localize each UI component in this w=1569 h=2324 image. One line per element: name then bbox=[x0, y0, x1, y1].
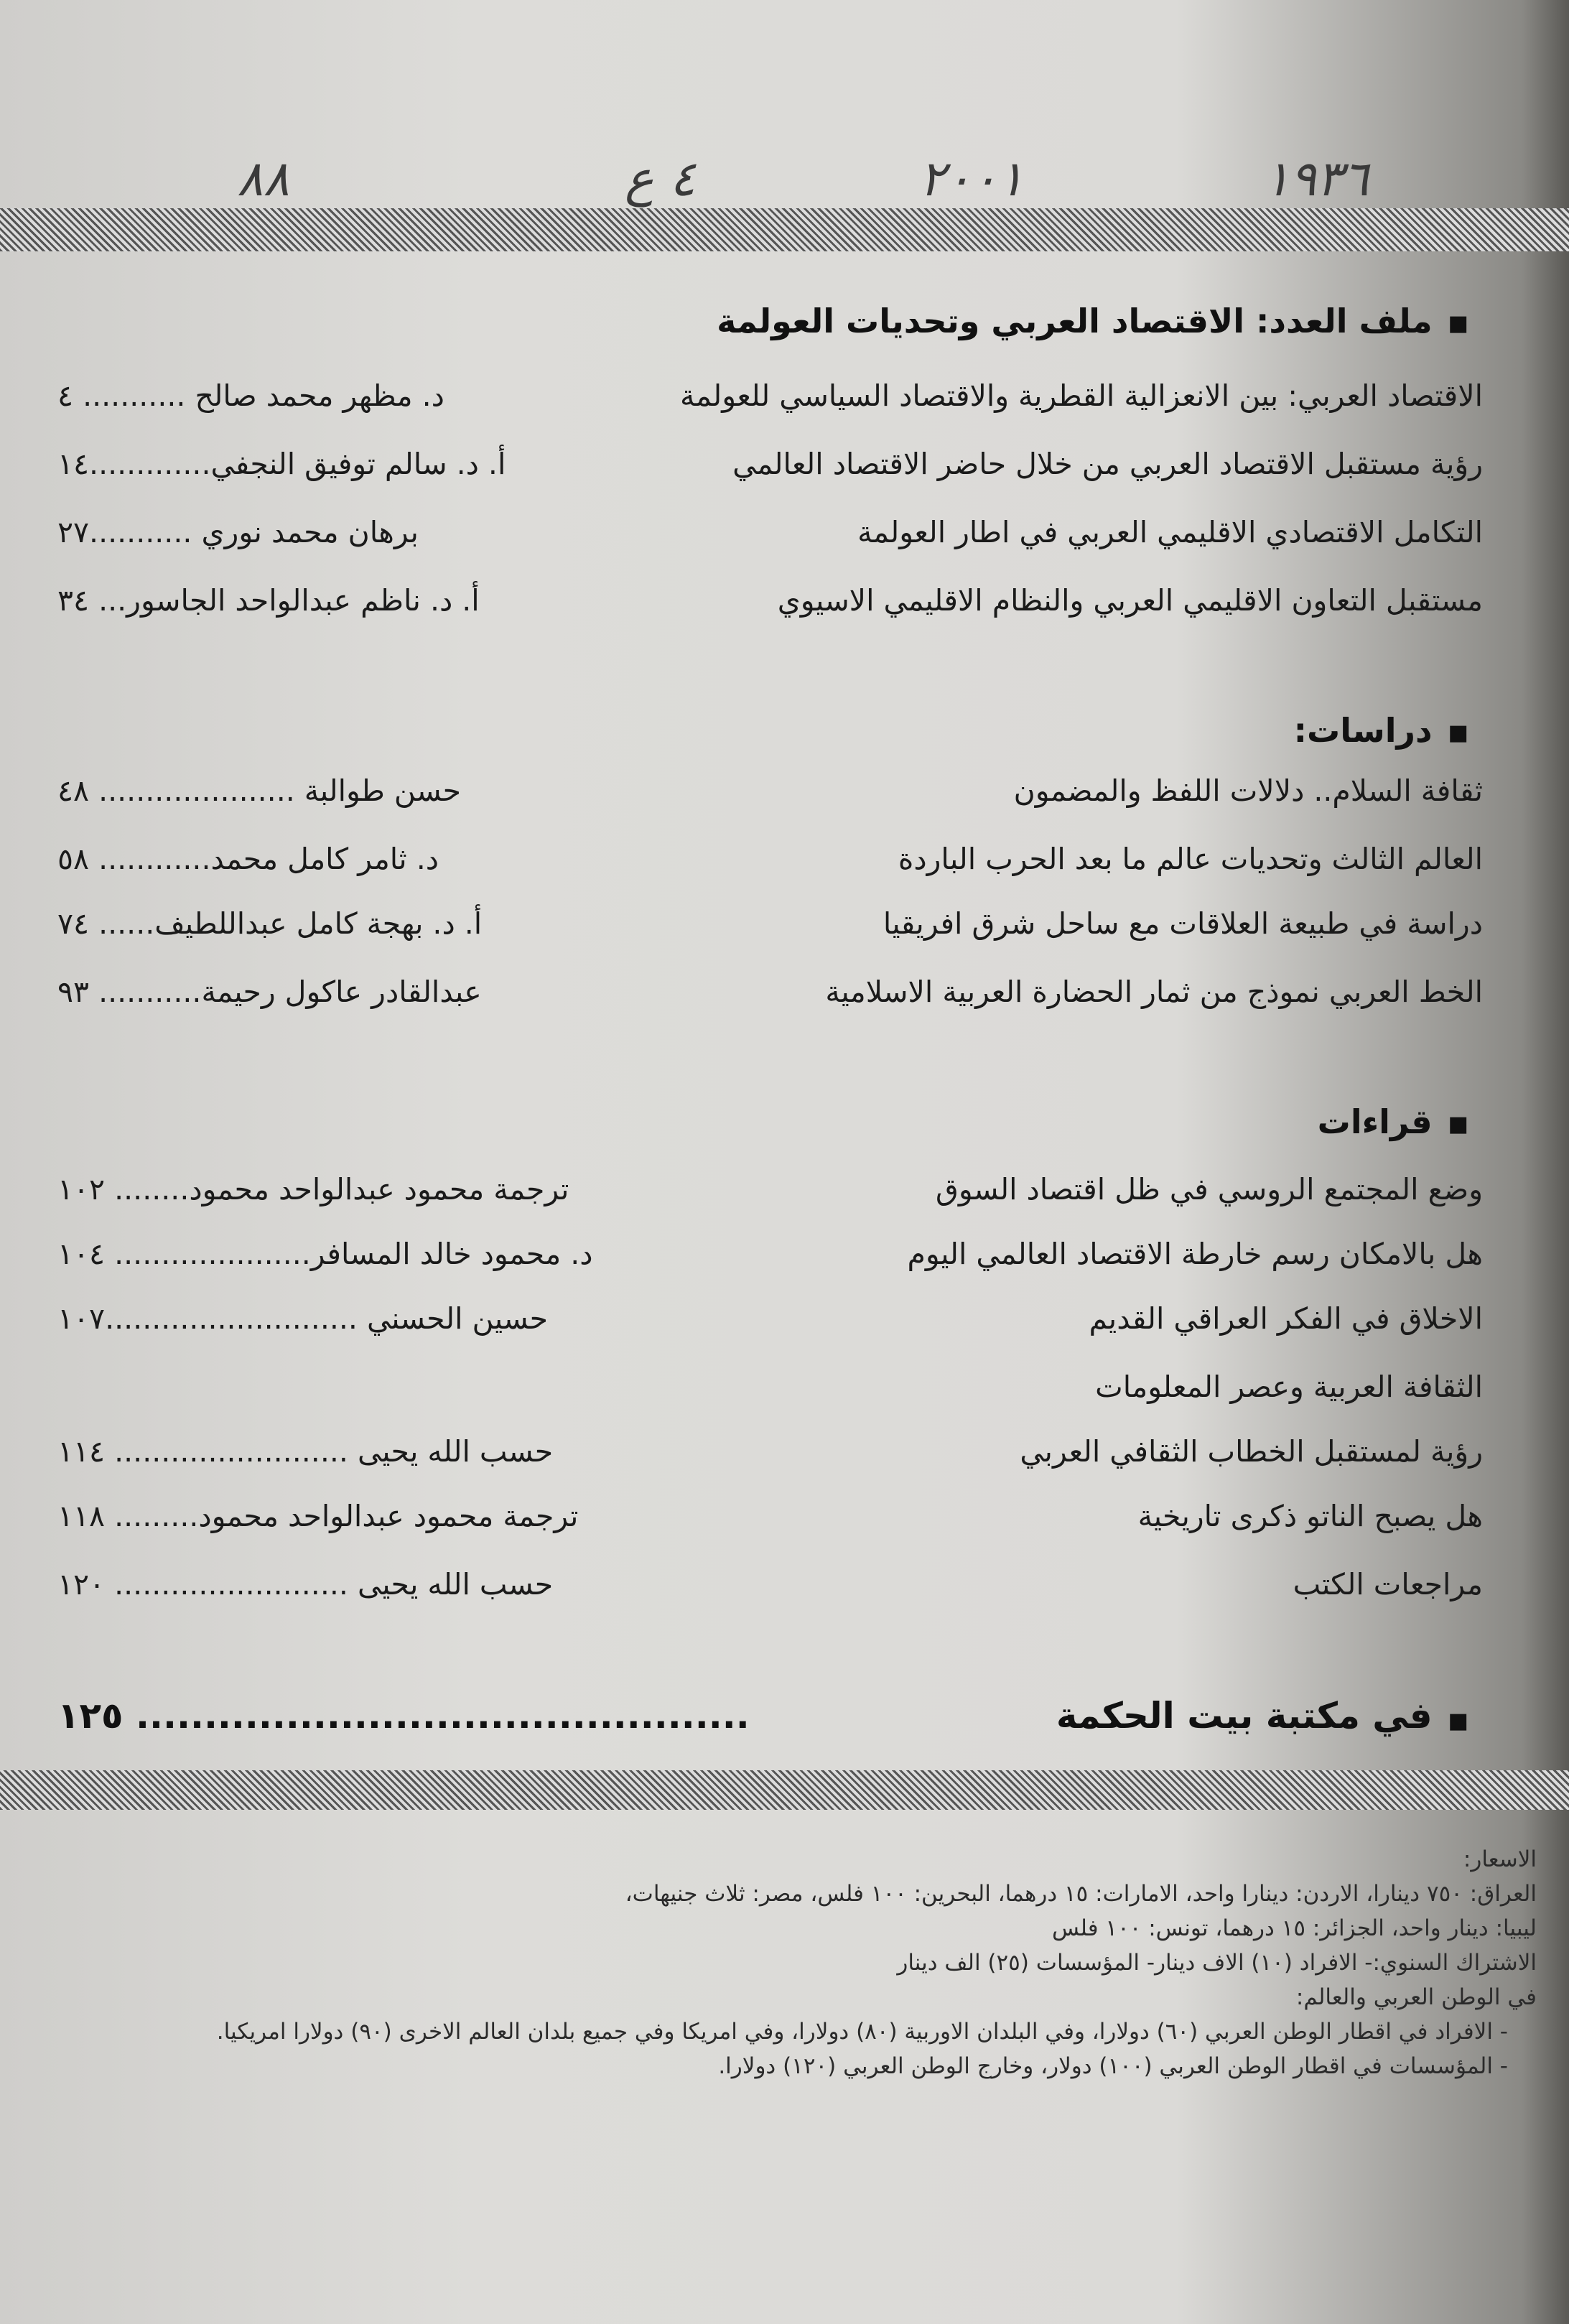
toc-row: رؤية لمستقبل الخطاب الثقافي العربي حسب الله يحيى ......................... ١١٤ bbox=[57, 1434, 1483, 1469]
section-heading-studies: ■دراسات: bbox=[1293, 711, 1468, 750]
toc-row: دراسة في طبيعة العلاقات مع ساحل شرق افريقيا أ. د. بهجة كامل عبداللطيف...... ٧٤ bbox=[57, 906, 1483, 941]
prices-label: الاسعار: bbox=[1463, 1846, 1537, 1872]
library-page: ............................................. ١٢٥ bbox=[57, 1695, 750, 1737]
toc-row: ثقافة السلام.. دلالات اللفظ والمضمون حسن طوالبة ..................... ٤٨ bbox=[57, 773, 1483, 808]
bullet-icon: ■ bbox=[1448, 1112, 1468, 1137]
prices-individuals: - الافراد في اقطار الوطن العربي (٦٠) دولارا، وفي البلدان الاوربية (٨٠) دولارا، وفي امريكا وفي جميع بلدان العالم الاخرى (٩٠) دولارا امريكيا. bbox=[216, 2019, 1508, 2045]
toc-row: هل بالامكان رسم خارطة الاقتصاد العالمي اليوم د. محمود خالد المسافر..................... ١٠٤ bbox=[57, 1237, 1483, 1271]
toc-row: الاقتصاد العربي: بين الانعزالية القطرية والاقتصاد السياسي للعولمة د. مظهر محمد صالح ........... ٤ bbox=[57, 378, 1483, 413]
prices-region: في الوطن العربي والعالم: bbox=[1295, 1984, 1537, 2010]
toc-row: وضع المجتمع الروسي في ظل اقتصاد السوق ترجمة محمود عبدالواحد محمود........ ١٠٢ bbox=[57, 1172, 1483, 1207]
toc-row: الاخلاق في الفكر العراقي القديم حسين الحسني ...........................١٠٧ bbox=[57, 1301, 1483, 1336]
prices-institutions: - المؤسسات في اقطار الوطن العربي (١٠٠) دولار، وخارج الوطن العربي (١٢٠) دولارا. bbox=[718, 2053, 1508, 2079]
prices-subscription: الاشتراك السنوي:- الافراد (١٠) الاف دينار- المؤسسات (٢٥) الف دينار bbox=[897, 1950, 1537, 1976]
prices-iraq: العراق: ٧٥٠ دينارا، الاردن: دينارا واحد، الامارات: ١٥ درهما، البحرين: ١٠٠ فلس، مصر: ثلاث جنيهات، bbox=[625, 1881, 1537, 1907]
handwriting-right: ١٩٣٦ bbox=[1264, 151, 1369, 208]
toc-row: العالم الثالث وتحديات عالم ما بعد الحرب الباردة د. ثامر كامل محمد............ ٥٨ bbox=[57, 842, 1483, 876]
toc-row: مراجعات الكتب حسب الله يحيى ......................... ١٢٠ bbox=[57, 1567, 1483, 1602]
section-heading-readings: ■قراءات bbox=[1317, 1102, 1468, 1141]
handwriting-mid2: ٢٠٠١ bbox=[919, 151, 1025, 208]
toc-row: مستقبل التعاون الاقليمي العربي والنظام الاقليمي الاسيوي أ. د. ناظم عبدالواحد الجاسور... ٣٤ bbox=[57, 583, 1483, 618]
section-heading-file: ■ملف العدد: الاقتصاد العربي وتحديات العولمة bbox=[717, 302, 1468, 340]
prices-block bbox=[14, 1842, 1537, 2083]
toc-row: التكامل الاقتصادي الاقليمي العربي في اطار العولمة برهان محمد نوري ...........٢٧ bbox=[57, 515, 1483, 549]
prices-libya: ليبيا: دينار واحد، الجزائر: ١٥ درهما، تونس: ١٠٠ فلس bbox=[1051, 1915, 1537, 1941]
bullet-icon: ■ bbox=[1448, 1709, 1468, 1734]
toc-row: رؤية مستقبل الاقتصاد العربي من خلال حاضر الاقتصاد العالمي أ. د. سالم توفيق النجفي.............١٤ bbox=[57, 447, 1483, 481]
bullet-icon: ■ bbox=[1448, 720, 1468, 745]
handwriting-mid1: ٤ ع bbox=[625, 151, 696, 208]
bullet-icon: ■ bbox=[1448, 311, 1468, 336]
toc-row: هل يصبح الناتو ذكرى تاريخية ترجمة محمود عبدالواحد محمود......... ١١٨ bbox=[57, 1499, 1483, 1533]
toc-row: الثقافة العربية وعصر المعلومات bbox=[1095, 1370, 1483, 1404]
handwriting-left: ٨٨ bbox=[237, 151, 290, 208]
library-entry bbox=[57, 1695, 1468, 1737]
top-hatch-band bbox=[0, 208, 1569, 251]
library-title: ■في مكتبة بيت الحكمة bbox=[1056, 1695, 1468, 1737]
bottom-hatch-band bbox=[0, 1770, 1569, 1810]
toc-row: الخط العربي نموذج من ثمار الحضارة العربية الاسلامية عبدالقادر عاكول رحيمة........... ٩٣ bbox=[57, 975, 1483, 1009]
